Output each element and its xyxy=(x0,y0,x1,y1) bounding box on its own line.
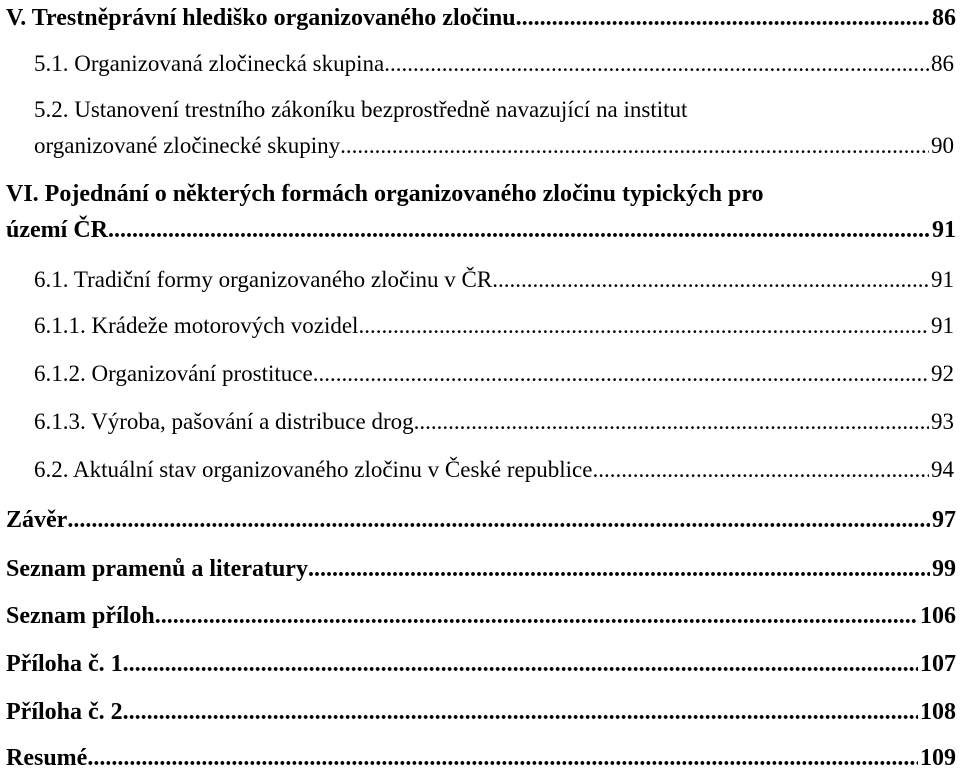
toc-leader-dots xyxy=(308,555,930,583)
toc-entry-page: 106 xyxy=(920,603,956,629)
toc-entry-title: 6.1.3. Výroba, pašování a distribuce drog xyxy=(34,409,414,434)
toc-entry-appendix-1[interactable] xyxy=(0,650,960,678)
toc-entry-title: organizované zločinecké skupiny xyxy=(34,133,341,158)
toc-entry-title: 6.2. Aktuální stav organizovaného zločinu v České republice xyxy=(34,457,593,482)
toc-entry-page: 93 xyxy=(931,409,954,434)
toc-entry-6-1-3[interactable] xyxy=(0,408,960,436)
toc-entry-title: Seznam příloh xyxy=(6,603,155,629)
toc-entry-5-2[interactable] xyxy=(0,96,960,168)
toc-entry-6-2[interactable] xyxy=(0,456,960,484)
toc-entry-page: 91 xyxy=(931,313,954,338)
toc-entry-page: 99 xyxy=(932,556,956,582)
toc-entry-title-line1: 5.2. Ustanovení trestního zákoníku bezprostředně navazující na institut xyxy=(34,97,688,122)
toc-entry-page: 94 xyxy=(931,457,954,482)
toc-entry-page: 92 xyxy=(931,361,954,386)
toc-entry-title: Závěr xyxy=(6,507,68,533)
toc-entry-bibliography[interactable] xyxy=(0,555,960,583)
toc-entry-page: 91 xyxy=(931,267,954,292)
toc-leader-dots xyxy=(358,312,929,340)
toc-leader-dots xyxy=(492,266,929,294)
toc-leader-dots xyxy=(123,698,918,726)
toc-entry-title: Resumé xyxy=(6,745,88,771)
toc-entry-6-1-2[interactable] xyxy=(0,360,960,388)
toc-leader-dots xyxy=(516,4,930,32)
toc-entry-page: 108 xyxy=(920,699,956,725)
toc-entry-page: 90 xyxy=(931,133,954,158)
toc-entry-title: 6.1.2. Organizování prostituce xyxy=(34,361,313,386)
toc-entry-6-1[interactable] xyxy=(0,266,960,294)
toc-entry-title-line1: VI. Pojednání o některých formách organizovaného zločinu typických pro xyxy=(6,181,764,207)
toc-leader-dots xyxy=(592,456,929,484)
toc-entry-chapter-5[interactable] xyxy=(0,4,960,32)
toc-entry-title: Seznam pramenů a literatury xyxy=(6,556,308,582)
toc-leader-dots xyxy=(414,408,929,436)
toc-entry-title: Příloha č. 2 xyxy=(6,699,123,725)
toc-entry-page: 91 xyxy=(932,217,956,243)
toc-leader-dots xyxy=(87,744,918,772)
toc-entry-title: 6.1. Tradiční formy organizovaného zločinu v ČR xyxy=(34,267,493,292)
toc-entry-chapter-6[interactable] xyxy=(0,180,960,252)
toc-entry-title: 6.1.1. Krádeže motorových vozidel xyxy=(34,313,359,338)
toc-entry-page: 97 xyxy=(932,507,956,533)
toc-entry-page: 107 xyxy=(920,651,956,677)
toc-leader-dots xyxy=(108,216,930,244)
toc-entry-page: 109 xyxy=(920,745,956,771)
toc-entry-conclusion[interactable] xyxy=(0,506,960,534)
toc-entry-6-1-1[interactable] xyxy=(0,312,960,340)
toc-entry-5-1[interactable] xyxy=(0,50,960,78)
toc-entry-title: V. Trestněprávní hlediško organizovaného zločinu xyxy=(6,5,516,31)
toc-leader-dots xyxy=(340,132,929,160)
toc-leader-dots xyxy=(384,50,929,78)
toc-leader-dots xyxy=(155,602,918,630)
toc-leader-dots xyxy=(123,650,918,678)
toc-entry-appendix-list[interactable] xyxy=(0,602,960,630)
toc-leader-dots xyxy=(313,360,929,388)
toc-entry-title: Příloha č. 1 xyxy=(6,651,123,677)
toc-entry-title: území ČR xyxy=(6,217,108,243)
toc-entry-title: 5.1. Organizovaná zločinecká skupina xyxy=(34,51,385,76)
toc-leader-dots xyxy=(67,506,930,534)
toc-entry-page: 86 xyxy=(931,51,954,76)
toc-entry-page: 86 xyxy=(932,5,956,31)
toc-entry-appendix-2[interactable] xyxy=(0,698,960,726)
toc-entry-resume[interactable] xyxy=(0,744,960,772)
